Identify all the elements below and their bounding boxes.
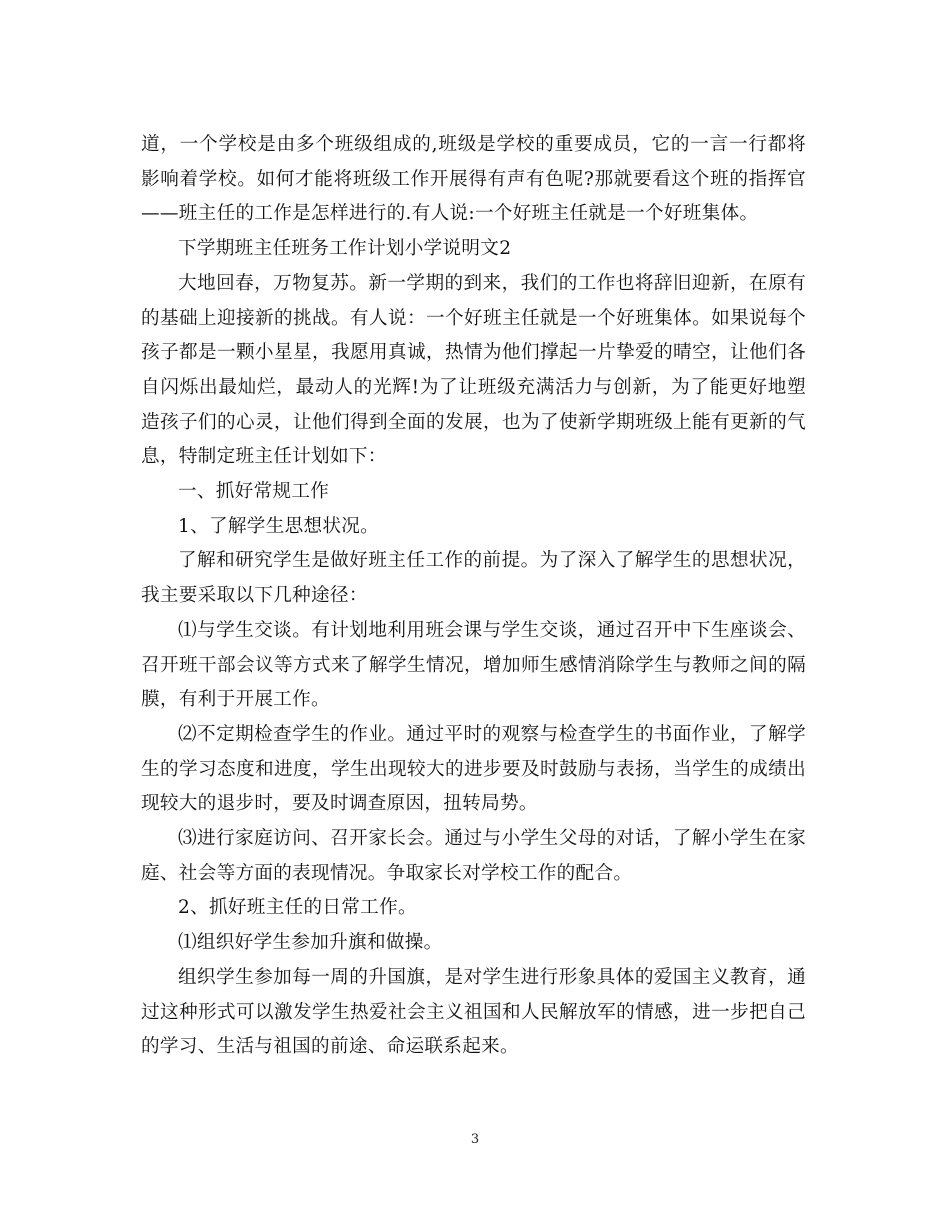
list-item-flag-raising: ⑴组织好学生参加升旗和做操。 — [178, 932, 443, 954]
paragraph-continuation: 道，一个学校是由多个班级组成的,班级是学校的重要成员，它的一言一行都将影响着学校。如何才能将班级工作开展得有声有色呢?那就要看这个班的指挥官——班主任的工作是怎样进行的.有人说:一个好班主任就是一个好班集体。 — [141, 134, 806, 225]
list-item-homework: ⑵不定期检查学生的作业。通过平时的观察与检查学生的书面作业，了解学生的学习态度和进度，学生出现较大的进步要及时鼓励与表扬，当学生的成绩出现较大的退步时，要及时调查原因，扭转局势。 — [141, 723, 806, 815]
page-number: 3 — [470, 1132, 480, 1147]
subheading-understand-students: 1、了解学生思想状况。 — [178, 515, 380, 537]
heading-routine-work: 一、抓好常规工作 — [178, 481, 330, 503]
paragraph-patriotism: 组织学生参加每一周的升国旗，是对学生进行形象具体的爱国主义教育，通过这种形式可以激发学生热爱社会主义祖国和人民解放军的情感，进一步把自己的学习、生活与祖国的前途、命运联系起来。 — [141, 966, 806, 1058]
paragraph-approaches: 了解和研究学生是做好班主任工作的前提。为了深入了解学生的思想状况，我主要采取以下几种途径： — [141, 550, 806, 607]
subheading-daily-work: 2、抓好班主任的日常工作。 — [178, 897, 417, 919]
document-body — [141, 128, 806, 1065]
list-item-home-visit: ⑶进行家庭访问、召开家长会。通过与小学生父母的对话，了解小学生在家庭、社会等方面的表现情况。争取家长对学校工作的配合。 — [141, 828, 806, 884]
paragraph-intro: 大地回春，万物复苏。新一学期的到来，我们的工作也将辞旧迎新，在原有的基础上迎接新的挑战。有人说：一个好班主任就是一个好班集体。如果说每个孩子都是一颗小星星，我愿用真诚，热情为他们撑起一片挚爱的晴空，让他们各自闪烁出最灿烂，最动人的光辉!为了让班级充满活力与创新，为了能更好地塑造孩子们的心灵，让他们得到全面的发展，也为了使新学期班级上能有更新的气息，特制定班主任计划如下： — [141, 272, 806, 468]
section-title: 下学期班主任班务工作计划小学说明文2 — [178, 238, 512, 260]
list-item-talk: ⑴与学生交谈。有计划地利用班会课与学生交谈，通过召开中下生座谈会、召开班干部会议等方式来了解学生情况，增加师生感情消除学生与教师之间的隔膜，有利于开展工作。 — [141, 619, 806, 711]
